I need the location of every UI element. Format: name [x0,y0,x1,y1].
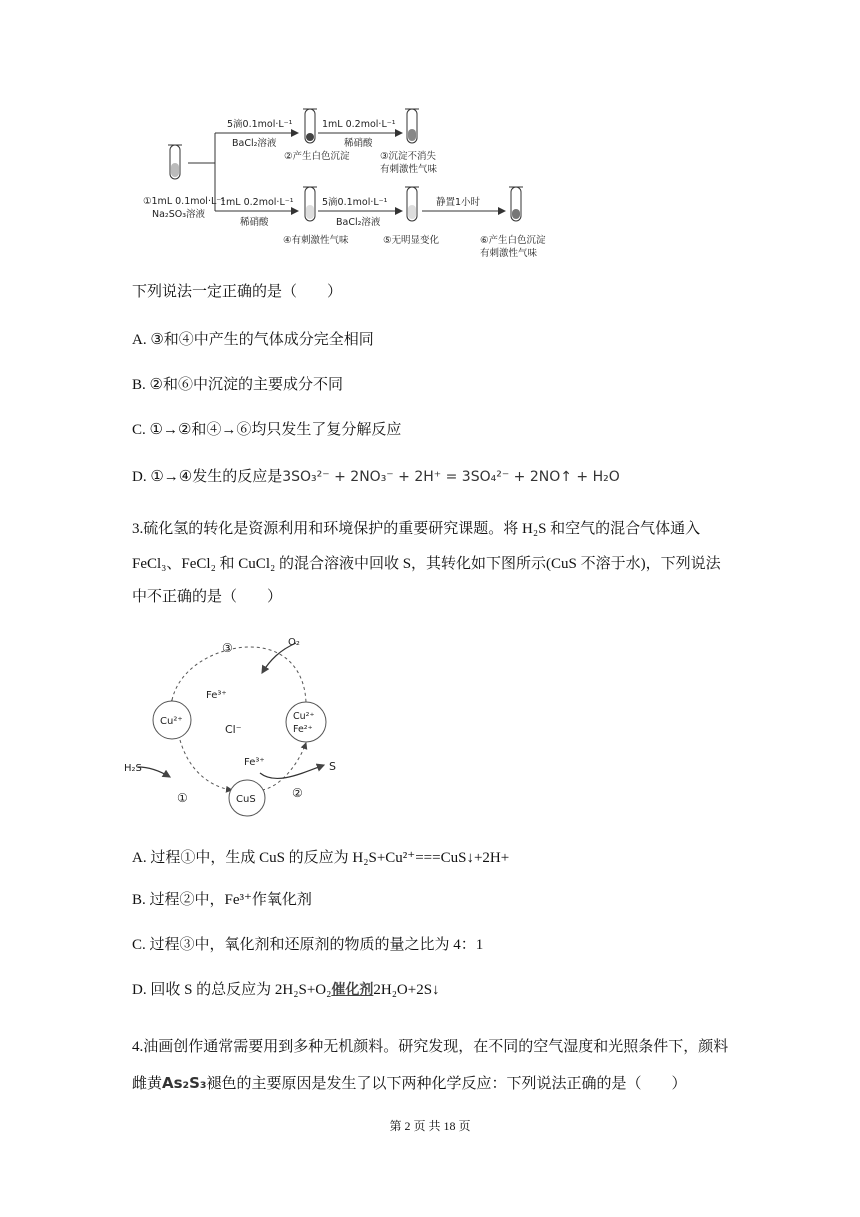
top-tube3-label2: 有刺激性气味 [380,164,438,175]
bot-step1-above: 1mL 0.2mol·L⁻¹ [220,197,294,208]
tube-4 [303,187,317,221]
cycle-fe3-mid: Fe³⁺ [244,757,265,768]
q2-option-d-prefix: D. ①→④发生的反应是 [132,469,283,485]
top-step2-above: 1mL 0.2mol·L⁻¹ [322,119,396,130]
q2-option-d-equation: 3SO₃²⁻ + 2NO₃⁻ + 2H⁺ = 3SO₄²⁻ + 2NO↑ + H₂O [282,469,620,485]
top-step1-below: BaCl₂溶液 [232,138,277,149]
bot-step1-below: 稀硝酸 [240,217,269,228]
cycle-o2: O₂ [288,637,300,648]
q3-option-d-prefix: D. 回收 S 的总反应为 2H₂S+O₂ [132,982,332,998]
q3-option-d[interactable] [132,980,440,1000]
tube-2 [303,109,317,143]
cycle-step2: ② [292,786,303,800]
cycle-h2s: H₂S [124,763,142,774]
cycle-step3: ③ [222,641,233,655]
cycle-right-1: Cu²⁺ [293,711,315,722]
q4-stem-line2 [132,1073,687,1094]
q3-option-d-catalyst: 催化剂 [331,982,374,998]
top-step1-above: 5滴0.1mol·L⁻¹ [227,119,293,130]
q4-stem-formula: As₂S₃ [162,1074,207,1092]
cycle-s: S [329,760,336,773]
tube-6 [509,187,523,221]
tube-5 [405,187,419,221]
q3-stem-line3: 中不正确的是（ ） [132,589,283,605]
cycle-cu2: Cu²⁺ [160,716,183,727]
q3-option-b[interactable]: B. 过程②中，Fe³⁺作氧化剂 [132,892,312,908]
bot-step2-below: BaCl₂溶液 [336,217,381,228]
cycle-right-2: Fe²⁺ [293,724,313,735]
start-label-2: Na₂SO₃溶液 [152,209,206,220]
q2-option-b[interactable]: B. ②和⑥中沉淀的主要成分不同 [132,377,343,393]
q2-option-d[interactable] [132,467,620,487]
bot-tube6-label2: 有刺激性气味 [480,248,538,259]
experiment-flow-diagram [140,105,570,265]
bot-tube5-label: ⑤无明显变化 [383,235,440,246]
bot-step3-above: 静置1小时 [436,197,481,208]
q2-option-a[interactable]: A. ③和④中产生的气体成分完全相同 [132,332,374,348]
q4-stem-line1: 4.油画创作通常需要用到多种无机颜料。研究发现，在不同的空气湿度和光照条件下，颜料 [132,1039,729,1055]
tube-1 [168,145,182,179]
q2-stem: 下列说法一定正确的是（ ） [132,284,343,300]
cycle-fe3-top: Fe³⁺ [206,690,227,701]
q3-option-d-suffix: 2H₂O+2S↓ [373,982,440,998]
bot-tube4-label: ④有刺激性气味 [283,235,349,246]
q4-stem-suffix: 褪色的主要原因是发生了以下两种化学反应：下列说法正确的是（ ） [206,1076,687,1092]
cycle-cus: CuS [236,794,256,805]
start-label-1: ①1mL 0.1mol·L⁻¹ [143,196,226,207]
cycle-step1: ① [177,791,188,805]
tube-3 [405,109,419,143]
bot-step2-above: 5滴0.1mol·L⁻¹ [322,197,388,208]
q3-stem-line2: FeCl₃、FeCl₂ 和 CuCl₂ 的混合溶液中回收 S，其转化如下图所示(CuS 不溶于水)，下列说法 [132,556,721,572]
q3-stem-line1: 3.硫化氢的转化是资源利用和环境保护的重要研究课题。将 H₂S 和空气的混合气体通入 [132,521,701,537]
h2s-conversion-cycle-diagram [120,625,370,825]
top-tube3-label1: ③沉淀不消失 [380,151,437,162]
q2-option-c[interactable]: C. ①→②和④→⑥均只发生了复分解反应 [132,422,402,438]
q4-stem-prefix: 雌黄 [132,1076,163,1092]
top-tube2-label: ②产生白色沉淀 [284,151,350,162]
cycle-cl: Cl⁻ [225,723,242,736]
q3-option-c[interactable]: C. 过程③中，氧化剂和还原剂的物质的量之比为 4：1 [132,937,484,953]
bot-tube6-label1: ⑥产生白色沉淀 [480,235,546,246]
page-footer: 第 2 页 共 18 页 [389,1119,471,1133]
top-step2-below: 稀硝酸 [344,138,373,149]
q3-option-a[interactable]: A. 过程①中，生成 CuS 的反应为 H₂S+Cu²⁺===CuS↓+2H+ [132,850,510,866]
